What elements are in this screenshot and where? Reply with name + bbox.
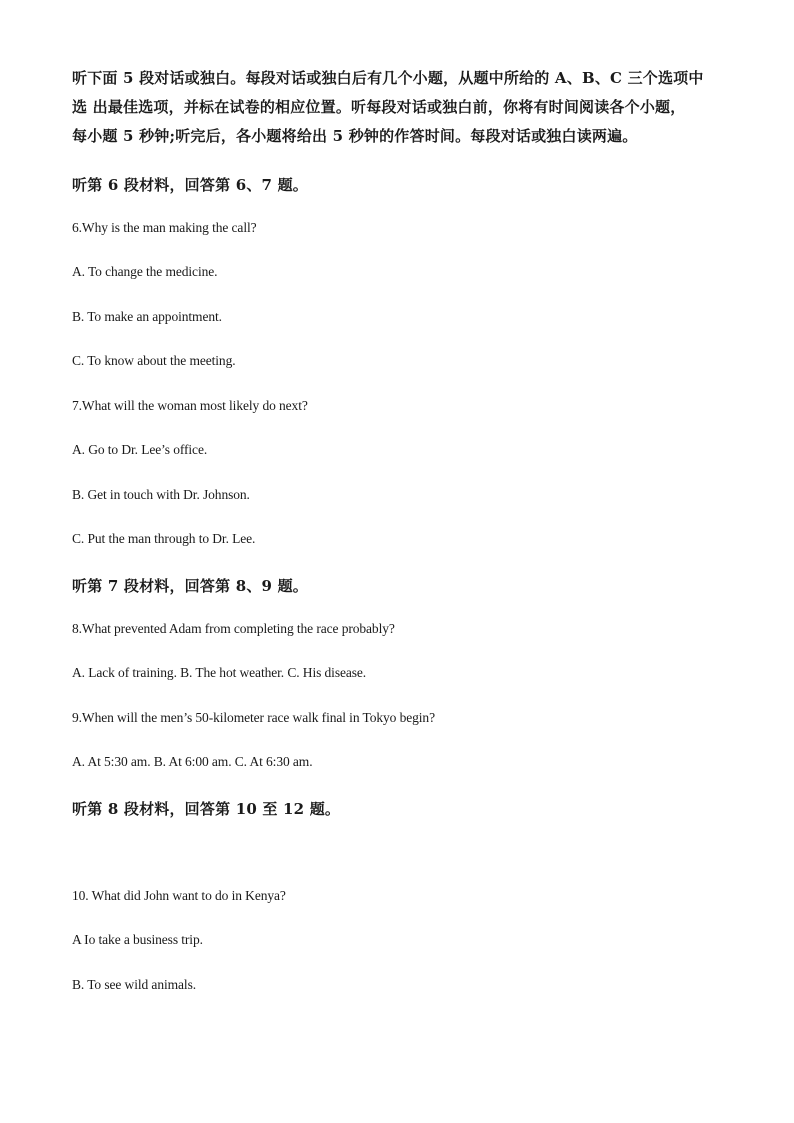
section-heading: 听第 7 段材料，回答第 8、9 题。 xyxy=(72,577,309,595)
instructions-line: 每小题 5 秒钟;听完后，各小题将给出 5 秒钟的作答时间。每段对话或独白读两遍。 xyxy=(72,127,638,145)
instructions-line: 听下面 5 段对话或独白。每段对话或独白后有几个小题，从题中所给的 A、B、C 三个选项中 xyxy=(72,69,704,87)
instructions-line: 选 出最佳选项，并标在试卷的相应位置。听每段对话或独白前，你将有时间阅读各个小题， xyxy=(72,98,686,116)
section-heading: 听第 8 段材料，回答第 10 至 12 题。 xyxy=(72,800,341,818)
question-text: 10. What did John want to do in Kenya? xyxy=(72,888,286,903)
answer-option: A. Go to Dr. Lee’s office. xyxy=(72,442,208,457)
answer-option: A. At 5:30 am. B. At 6:00 am. C. At 6:30 am. xyxy=(72,754,313,769)
answer-option: C. To know about the meeting. xyxy=(72,353,236,368)
question-text: 7.What will the woman most likely do next? xyxy=(72,398,308,413)
answer-option: B. Get in touch with Dr. Johnson. xyxy=(72,487,250,502)
section-heading: 听第 6 段材料，回答第 6、7 题。 xyxy=(72,176,309,194)
answer-option: B. To see wild animals. xyxy=(72,977,196,992)
question-text: 6.Why is the man making the call? xyxy=(72,220,257,235)
question-text: 8.What prevented Adam from completing the race probably? xyxy=(72,621,395,636)
instructions-paragraph xyxy=(72,64,728,151)
answer-option: B. To make an appointment. xyxy=(72,309,222,324)
answer-option: A Io take a business trip. xyxy=(72,932,203,947)
question-text: 9.When will the men’s 50-kilometer race walk final in Tokyo begin? xyxy=(72,710,435,725)
answer-option: A. Lack of training. B. The hot weather. C. His disease. xyxy=(72,665,367,680)
answer-option: A. To change the medicine. xyxy=(72,264,218,279)
answer-option: C. Put the man through to Dr. Lee. xyxy=(72,531,256,546)
